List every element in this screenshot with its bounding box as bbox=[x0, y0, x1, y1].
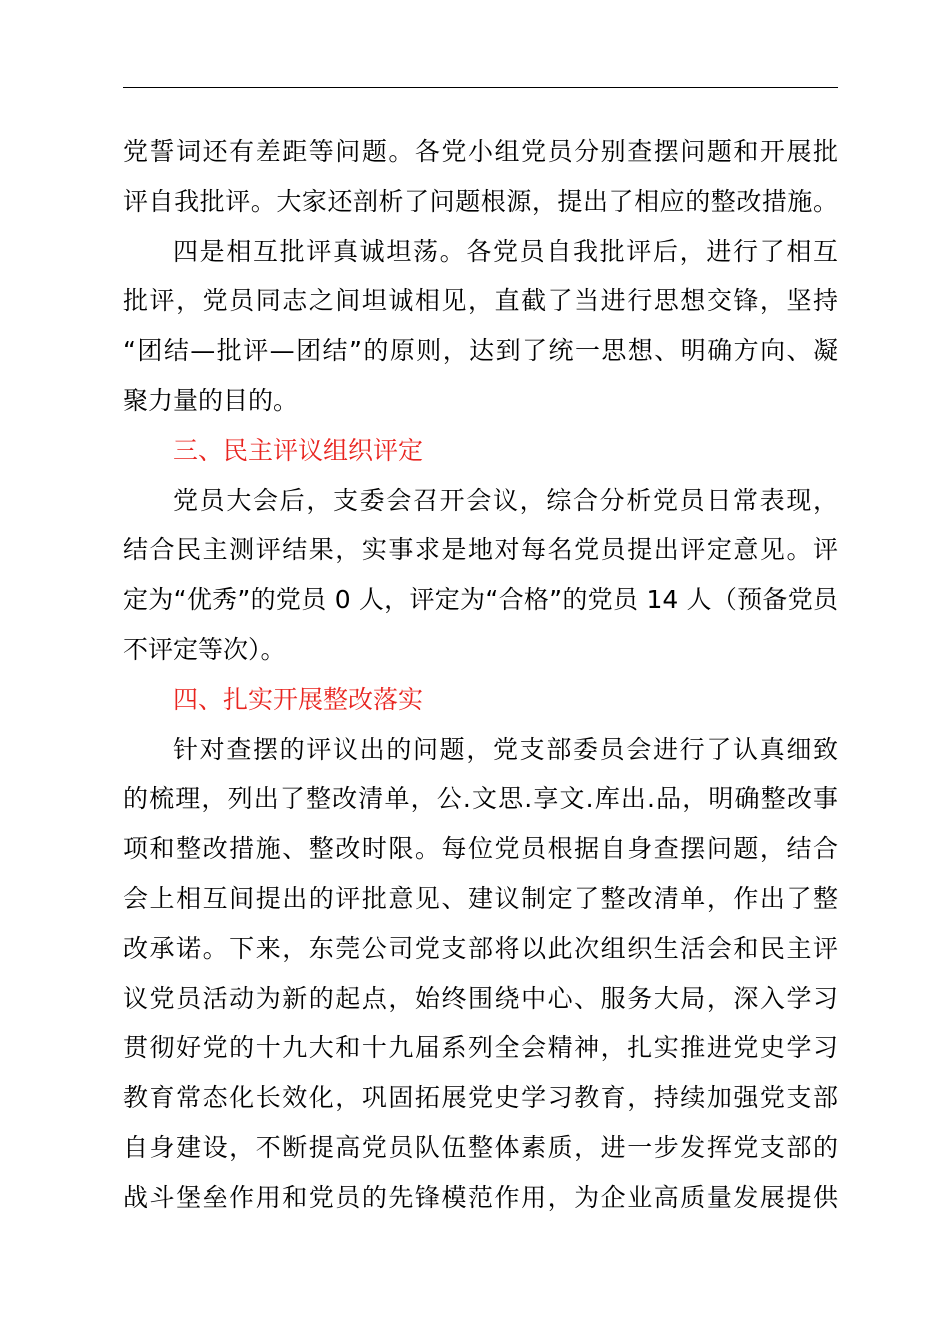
paragraph-mutual-criticism bbox=[123, 227, 838, 426]
paragraph-continued bbox=[123, 127, 838, 227]
text-line: 党员大会后，支委会召开会议，综合分析党员日常表现， bbox=[173, 485, 838, 515]
text-line: 结合民主测评结果，实事求是地对每名党员提出评定意见。评 bbox=[123, 535, 838, 565]
text-line: 战斗堡垒作用和党员的先锋模范作用，为企业高质量发展提供 bbox=[123, 1182, 838, 1212]
text-line: “团结—批评—团结”的原则，达到了统一思想、明确方向、凝 bbox=[123, 336, 838, 366]
paragraph-rectification bbox=[123, 725, 838, 1223]
text-line: 改承诺。下来，东莞公司党支部将以此次组织生活会和民主评 bbox=[123, 933, 838, 963]
text-line: 议党员活动为新的起点，始终围绕中心、服务大局，深入学习 bbox=[123, 983, 838, 1013]
text-line: 会上相互间提出的评批意见、建议制定了整改清单，作出了整 bbox=[123, 883, 838, 913]
header-rule bbox=[123, 87, 838, 88]
text-line: 贯彻好党的十九大和十九届系列全会精神，扎实推进党史学习 bbox=[123, 1033, 838, 1063]
text-line: 批评，党员同志之间坦诚相见，直截了当进行思想交锋，坚持 bbox=[123, 286, 838, 316]
text-line: 教育常态化长效化，巩固拓展党史学习教育，持续加强党支部 bbox=[123, 1083, 838, 1113]
text-line: 自身建设，不断提高党员队伍整体素质，进一步发挥党支部的 bbox=[123, 1132, 838, 1162]
text-line: 针对查摆的评议出的问题，党支部委员会进行了认真细致 bbox=[173, 734, 838, 764]
text-line: 定为“优秀”的党员 0 人，评定为“合格”的党员 14 人（预备党员 bbox=[123, 585, 838, 615]
paragraph-evaluation bbox=[123, 476, 838, 675]
document-body bbox=[123, 127, 838, 1223]
section-heading-4: 四、扎实开展整改落实 bbox=[173, 684, 424, 714]
text-line: 项和整改措施、整改时限。每位党员根据自身查摆问题，结合 bbox=[123, 834, 838, 864]
text-line: 的梳理，列出了整改清单，公.文思.享文.库出.品，明确整改事 bbox=[123, 784, 838, 814]
text-line: 评自我批评。大家还剖析了问题根源，提出了相应的整改措施。 bbox=[123, 186, 838, 216]
text-line: 四是相互批评真诚坦荡。各党员自我批评后，进行了相互 bbox=[173, 236, 838, 266]
text-line: 党誓词还有差距等问题。各党小组党员分别查摆问题和开展批 bbox=[123, 137, 838, 166]
section-heading-3: 三、民主评议组织评定 bbox=[173, 435, 424, 465]
text-line: 聚力量的目的。 bbox=[123, 385, 299, 415]
text-line: 不评定等次）。 bbox=[123, 634, 286, 664]
